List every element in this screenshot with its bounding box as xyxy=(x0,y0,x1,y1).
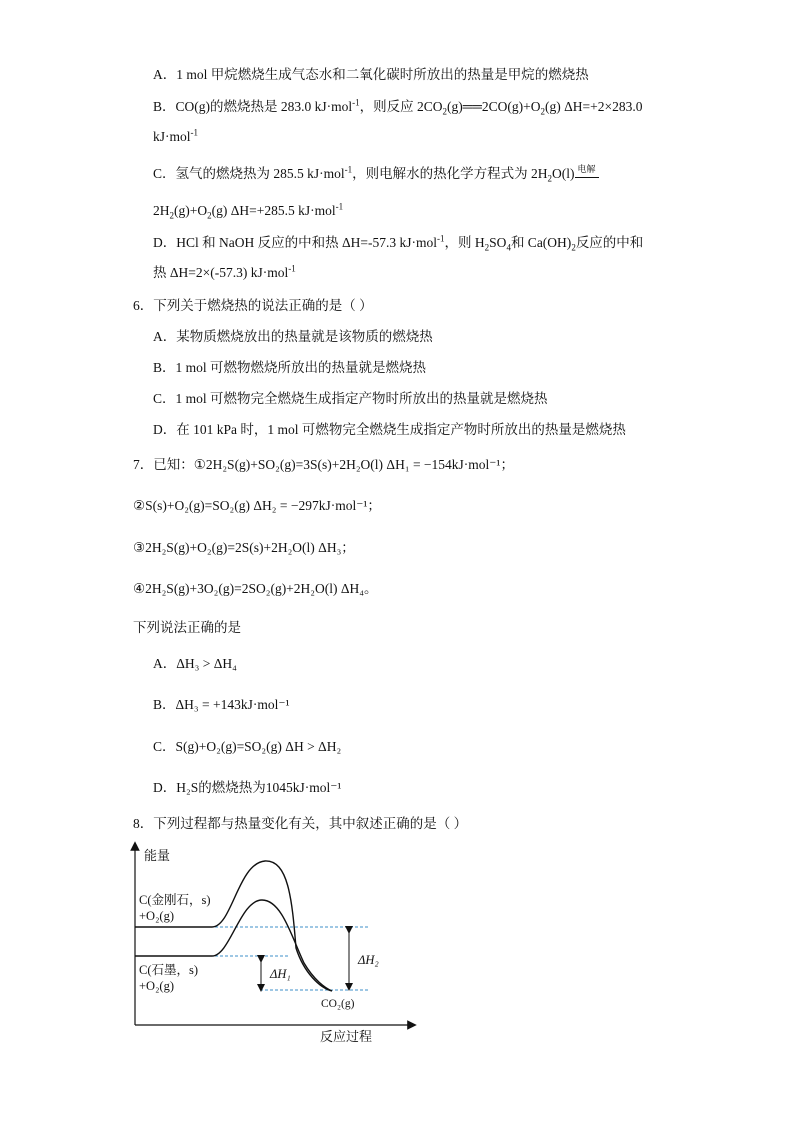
q5-option-c: C．氢气的燃烧热为 285.5 kJ·mol$^{-1}$，则电解水的热化学方程式为 $2H_2O(l)$ 电解 xyxy=(153,165,599,183)
product-label: CO₂(g) xyxy=(321,998,355,1010)
q6-option-d: D．在 101 kPa 时，1 mol 可燃物完全燃烧生成指定产物时所放出的热量是燃烧热 xyxy=(153,422,626,437)
q5-option-d: D．HCl 和 NaOH 反应的中和热 ΔH=-57.3 kJ·mol$^{-1}$，则 $H_2SO_4$和 $Ca(OH)_2$反应的中和 xyxy=(153,233,644,253)
q5-option-b-line2: kJ·mol$^{-1}$ xyxy=(153,127,199,144)
q7-option-b: B．ΔH₃ = +143kJ·mol⁻¹ xyxy=(153,697,290,712)
q6-option-b: B．1 mol 可燃物燃烧所放出的热量就是燃烧热 xyxy=(153,360,427,375)
q8-stem: 8．下列过程都与热量变化有关，其中叙述正确的是（ ） xyxy=(133,816,468,831)
y-axis-label: 能量 xyxy=(144,848,171,863)
q5-option-d-line2: 热 ΔH=2×(-57.3) kJ·mol$^{-1}$ xyxy=(153,263,296,280)
q7-option-a: A．ΔH₃ > ΔH₄ xyxy=(153,656,237,671)
energy-diagram xyxy=(120,838,420,1048)
q7-option-d: D．H₂S的燃烧热为1045kJ·mol⁻¹ xyxy=(153,780,342,795)
graphite-label-1: C(石墨，s) xyxy=(139,963,199,977)
x-axis-label: 反应过程 xyxy=(320,1029,373,1044)
q7-equation-4: ④2H₂S(g)+3O₂(g)=2SO₂(g)+2H₂O(l) ΔH₄。 xyxy=(133,581,378,596)
q5-option-a: A．1 mol 甲烷燃烧生成气态水和二氧化碳时所放出的热量是甲烷的燃烧热 xyxy=(153,67,589,82)
dh1-label: ΔH₁ xyxy=(270,967,291,981)
q6-option-a: A．某物质燃烧放出的热量就是该物质的燃烧热 xyxy=(153,329,433,344)
q6-option-c: C．1 mol 可燃物完全燃烧生成指定产物时所放出的热量就是燃烧热 xyxy=(153,391,548,406)
q7-equation-2: ②S(s)+O₂(g)=SO₂(g) ΔH₂ = −297kJ·mol⁻¹； xyxy=(133,498,381,513)
graphite-label-2: +O₂(g) xyxy=(139,979,175,993)
q7-stem: 7．已知：①2H₂S(g)+SO₂(g)=3S(s)+2H₂O(l) ΔH₁ = −154kJ·mol⁻¹； xyxy=(133,457,514,472)
q7-prompt: 下列说法正确的是 xyxy=(133,620,241,635)
diamond-label-1: C(金刚石，s) xyxy=(139,893,211,907)
dh2-label: ΔH₂ xyxy=(358,953,379,967)
electrolysis-condition: 电解 xyxy=(575,171,599,178)
q6-stem: 6．下列关于燃烧热的说法正确的是（ ） xyxy=(133,298,373,313)
q7-option-c: C．S(g)+O₂(g)=SO₂(g) ΔH > ΔH₂ xyxy=(153,739,342,754)
q5-option-b: B．CO(g)的燃烧热是 283.0 kJ·mol$^{-1}$，则反应 $2CO_2(g)══2CO(g)+O_2(g)$ ΔH=+2×283.0 xyxy=(153,97,643,117)
q5-option-c-line2: $2H_2(g)+O_2(g)$ ΔH=+285.5 kJ·mol$^{-1}$ xyxy=(153,201,344,221)
diamond-label-2: +O₂(g) xyxy=(139,909,175,923)
q7-equation-3: ③2H₂S(g)+O₂(g)=2S(s)+2H₂O(l) ΔH₃； xyxy=(133,540,355,555)
